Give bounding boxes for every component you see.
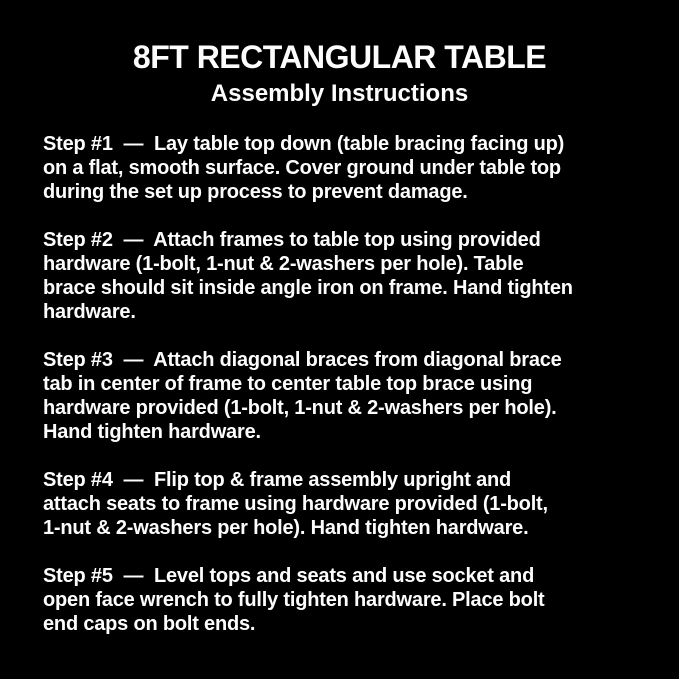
step-5 — [43, 564, 645, 636]
step-4-line-3: 1-nut & 2-washers per hole). Hand tighten hardware. — [43, 517, 529, 539]
step-5-line-1: Step #5 — Level tops and seats and use socket and — [43, 565, 535, 587]
step-1-line-2: on a flat, smooth surface. Cover ground under table top — [43, 157, 561, 179]
step-3-line-1: Step #3 — Attach diagonal braces from diagonal brace — [43, 349, 562, 371]
step-3-line-3: hardware provided (1-bolt, 1-nut & 2-washers per hole). — [43, 397, 557, 419]
step-1-line-1: Step #1 — Lay table top down (table bracing facing up) — [43, 133, 565, 155]
step-3-line-4: Hand tighten hardware. — [43, 421, 261, 443]
step-4-line-1: Step #4 — Flip top & frame assembly upright and — [43, 469, 512, 491]
step-4 — [43, 468, 645, 540]
step-5-line-2: open face wrench to fully tighten hardware. Place bolt — [43, 589, 545, 611]
step-3 — [43, 348, 645, 444]
step-2-line-3: brace should sit inside angle iron on frame. Hand tighten — [43, 277, 573, 299]
step-2 — [43, 228, 645, 324]
page-subtitle: Assembly Instructions — [210, 80, 469, 107]
step-2-line-1: Step #2 — Attach frames to table top using provided — [43, 229, 541, 251]
page-title: 8FT RECTANGULAR TABLE — [132, 39, 547, 75]
step-2-line-2: hardware (1-bolt, 1-nut & 2-washers per hole). Table — [43, 253, 524, 275]
step-4-line-2: attach seats to frame using hardware provided (1-bolt, — [43, 493, 548, 515]
step-1 — [43, 132, 645, 204]
step-2-line-4: hardware. — [43, 301, 136, 323]
steps-list — [43, 132, 645, 636]
step-1-line-3: during the set up process to prevent damage. — [43, 181, 468, 203]
step-5-line-3: end caps on bolt ends. — [43, 613, 256, 635]
header — [0, 0, 679, 108]
step-3-line-2: tab in center of frame to center table top brace using — [43, 373, 533, 395]
